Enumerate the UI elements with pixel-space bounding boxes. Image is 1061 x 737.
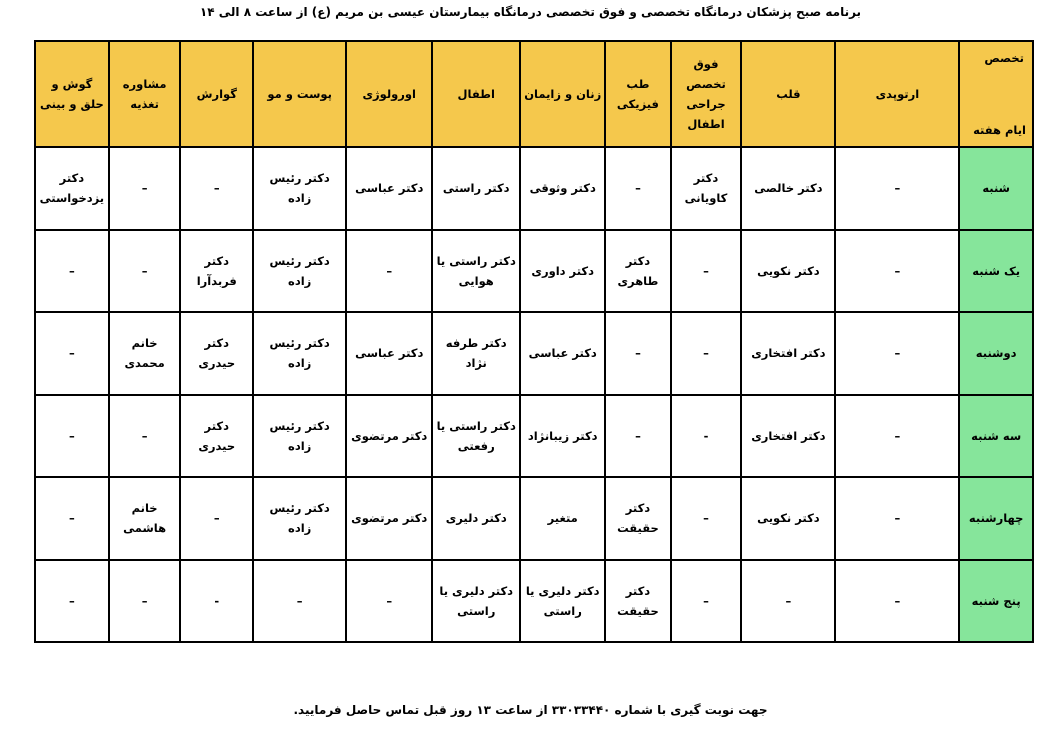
column-header: پوست و مو — [253, 41, 346, 147]
doctor-cell: دکتر حیدری — [180, 395, 253, 478]
doctor-cell: - — [671, 395, 742, 478]
doctor-cell: دکتر راستی یا رفعتی — [432, 395, 520, 478]
doctor-cell: – — [835, 560, 959, 643]
doctor-cell: دکتر کاویانی — [671, 147, 742, 230]
corner-header — [959, 41, 1033, 147]
page-title: برنامه صبح پزشکان درمانگاه تخصصی و فوق تخصصی درمانگاه بیمارستان عیسی بن مریم (ع) از ساعت ۸ الی ۱۴ — [199, 5, 862, 19]
doctor-cell: دکتر طرفه نژاد — [432, 312, 520, 395]
doctor-cell: دکتر خالصی — [741, 147, 835, 230]
doctor-cell: – — [671, 477, 742, 560]
doctor-cell: – — [109, 147, 181, 230]
table-row — [35, 395, 1033, 478]
doctor-cell: دکتر مرتضوی — [346, 477, 432, 560]
doctor-cell: خانم هاشمی — [109, 477, 181, 560]
doctor-cell: - — [180, 560, 253, 643]
doctor-cell: – — [835, 230, 959, 313]
doctor-cell: دکتر حیدری — [180, 312, 253, 395]
doctor-cell: دکتر حقیقت — [605, 477, 671, 560]
doctor-cell: – — [835, 477, 959, 560]
table-body — [35, 147, 1033, 642]
column-header: قلب — [741, 41, 835, 147]
doctor-cell: دکتر فربدآرا — [180, 230, 253, 313]
column-header: مشاوره تغذیه — [109, 41, 181, 147]
doctor-cell: دکتر حقیقت — [605, 560, 671, 643]
doctor-cell: خانم محمدی — [109, 312, 181, 395]
doctor-cell: دکتر راستی — [432, 147, 520, 230]
doctor-cell: – — [35, 395, 109, 478]
corner-specialty-label: تخصص — [984, 51, 1024, 65]
doctor-cell: دکتر عباسی — [346, 312, 432, 395]
table-row — [35, 477, 1033, 560]
doctor-cell: دکتر افتخاری — [741, 395, 835, 478]
doctor-cell: دکتر عباسی — [520, 312, 605, 395]
day-cell: شنبه — [959, 147, 1033, 230]
doctor-cell: دکتر رئیس زاده — [253, 147, 346, 230]
day-cell: یک شنبه — [959, 230, 1033, 313]
corner-days-label: ایام هفته — [973, 122, 1026, 137]
doctor-cell: – — [346, 230, 432, 313]
doctor-cell: – — [109, 560, 181, 643]
doctor-cell: دکتر داوری — [520, 230, 605, 313]
doctor-cell: دکتر رئیس زاده — [253, 477, 346, 560]
table-row — [35, 147, 1033, 230]
doctor-cell: – — [605, 312, 671, 395]
doctor-cell: دکتر وثوقی — [520, 147, 605, 230]
doctor-cell: متغیر — [520, 477, 605, 560]
column-header: زنان و زایمان — [520, 41, 605, 147]
column-header: طب فیزیکی — [605, 41, 671, 147]
doctor-cell: دکتر طاهری — [605, 230, 671, 313]
doctor-cell: – — [253, 560, 346, 643]
day-cell: چهارشنبه — [959, 477, 1033, 560]
doctor-cell: – — [671, 230, 742, 313]
header-row — [35, 41, 1033, 147]
doctor-cell: – — [35, 312, 109, 395]
doctor-cell: – — [35, 560, 109, 643]
doctor-cell: – — [109, 395, 181, 478]
doctor-cell: – — [180, 147, 253, 230]
column-header: اورولوژی — [346, 41, 432, 147]
doctor-cell: دکتر راستی یا هوایی — [432, 230, 520, 313]
day-cell: سه شنبه — [959, 395, 1033, 478]
doctor-cell: دکتر دلیری یا راستی — [520, 560, 605, 643]
doctor-cell: – — [835, 147, 959, 230]
doctor-cell: – — [671, 312, 742, 395]
doctor-cell: – — [835, 312, 959, 395]
doctor-cell: دکتر مرتضوی — [346, 395, 432, 478]
table-row — [35, 230, 1033, 313]
column-header: ارتوپدی — [835, 41, 959, 147]
doctor-cell: – — [605, 395, 671, 478]
column-header: گوش و حلق و بینی — [35, 41, 109, 147]
doctor-cell: – — [835, 395, 959, 478]
doctor-cell: دکتر افتخاری — [741, 312, 835, 395]
column-header: گوارش — [180, 41, 253, 147]
table-header — [35, 41, 1033, 147]
table-row — [35, 560, 1033, 643]
day-cell: پنج شنبه — [959, 560, 1033, 643]
column-header: فوق تخصص جراحی اطفال — [671, 41, 742, 147]
doctor-cell: – — [35, 477, 109, 560]
table-row — [35, 312, 1033, 395]
doctor-cell: دکتر عباسی — [346, 147, 432, 230]
column-header: اطفال — [432, 41, 520, 147]
doctor-cell: دکتر نکویی — [741, 230, 835, 313]
doctor-cell: دکتر زیبانژاد — [520, 395, 605, 478]
doctor-cell: – — [671, 560, 742, 643]
doctor-cell: – — [180, 477, 253, 560]
doctor-cell: – — [741, 560, 835, 643]
doctor-cell: دکتر رئیس زاده — [253, 395, 346, 478]
doctor-cell: دکتر یزدخواستی — [35, 147, 109, 230]
doctor-cell: – — [35, 230, 109, 313]
doctor-cell: دکتر دلیری یا راستی — [432, 560, 520, 643]
doctor-cell: – — [109, 230, 181, 313]
schedule-table — [34, 40, 1034, 643]
doctor-cell: – — [346, 560, 432, 643]
doctor-cell: دکتر رئیس زاده — [253, 230, 346, 313]
doctor-cell: دکتر دلیری — [432, 477, 520, 560]
doctor-cell: – — [605, 147, 671, 230]
footer-note: جهت نوبت گیری با شماره ۳۳۰۳۳۴۴۰ از ساعت ۱۳ روز قبل تماس حاصل فرمایید. — [293, 703, 768, 717]
doctor-cell: دکتر نکویی — [741, 477, 835, 560]
doctor-cell: دکتر رئیس زاده — [253, 312, 346, 395]
day-cell: دوشنبه — [959, 312, 1033, 395]
